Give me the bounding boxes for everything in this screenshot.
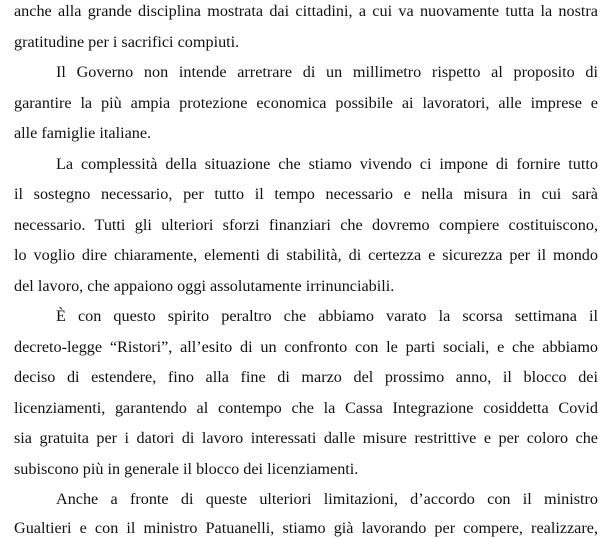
text-line: il sostegno necessario, per tutto il tempo necessario e nella misura in cui sarà	[14, 185, 598, 203]
text-line: necessario. Tutti gli ulteriori sforzi finanziari che dovremo compiere costituiscono,	[14, 216, 598, 234]
text-line: licenziamenti, garantendo al contempo che la Cassa Integrazione cosiddetta Covid	[14, 399, 598, 417]
text-line: subiscono più in generale il blocco dei licenziamenti.	[14, 460, 359, 478]
text-line: garantire la più ampia protezione economica possibile ai lavoratori, alle imprese e	[14, 94, 598, 112]
text-line: deciso di estendere, fino alla fine di marzo del prossimo anno, il blocco dei	[14, 368, 598, 386]
text-line: lo voglio dire chiaramente, elementi di stabilità, di certezza e sicurezza per il mondo	[14, 246, 598, 264]
text-line: gratitudine per i sacrifici compiuti.	[14, 33, 240, 51]
text-line: decreto-legge “Ristori”, all’esito di un confronto con le parti sociali, e che abbiamo	[14, 338, 598, 356]
text-line: La complessità della situazione che stiamo vivendo ci impone di fornire tutto	[56, 155, 598, 173]
text-line: È con questo spirito peraltro che abbiamo varato la scorsa settimana il	[56, 307, 598, 325]
text-line: anche alla grande disciplina mostrata dai cittadini, a cui va nuovamente tutta la nostra	[14, 2, 598, 20]
text-line: sia gratuita per i datori di lavoro interessati dalle misure restrittive e per coloro che	[14, 429, 598, 447]
text-line: Anche a fronte di queste ulteriori limitazioni, d’accordo con il ministro	[56, 490, 598, 508]
text-line: del lavoro, che appaiono oggi assolutamente irrinunciabili.	[14, 277, 395, 295]
text-line: alle famiglie italiane.	[14, 124, 152, 142]
text-line: Il Governo non intende arretrare di un millimetro rispetto al proposito di	[56, 63, 598, 81]
text-line: Gualtieri e con il ministro Patuanelli, stiamo già lavorando per compere, realizzare,	[14, 519, 598, 537]
